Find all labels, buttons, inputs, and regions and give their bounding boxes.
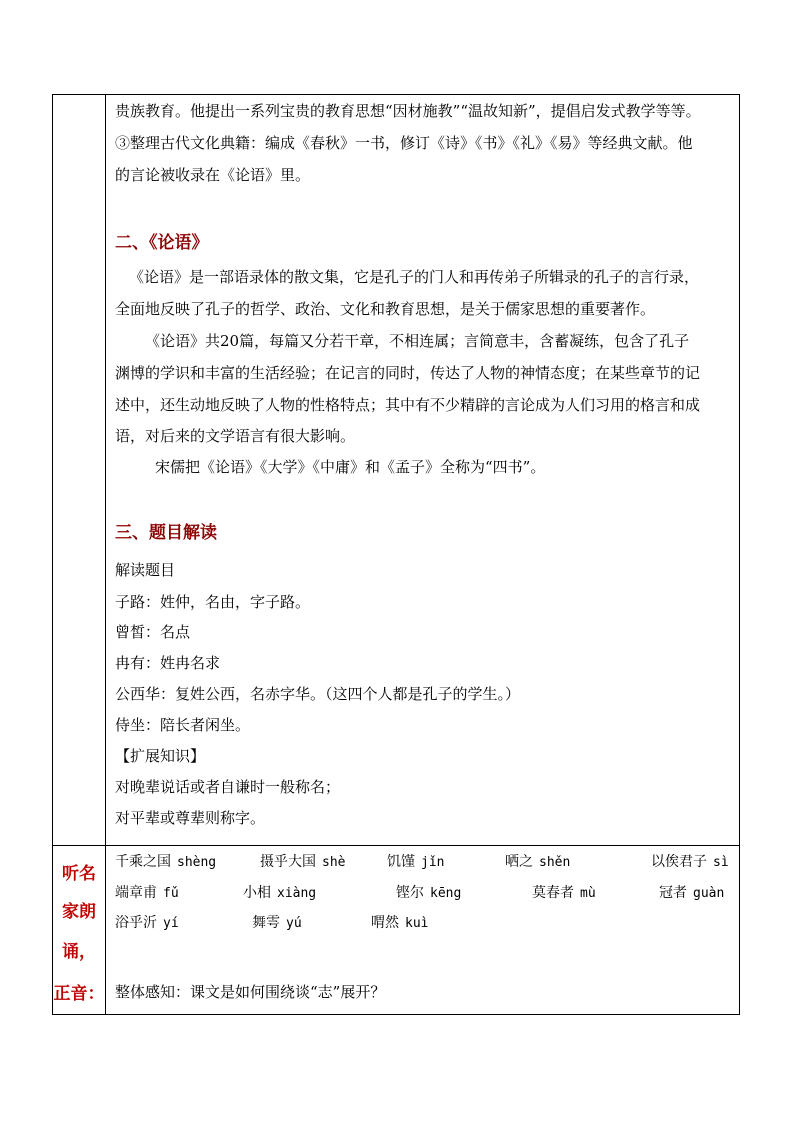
section2-line-3: 《论语》共20篇，每篇又分若干章，不相连属；言简意丰，含蓄凝练，包含了孔子	[145, 332, 690, 350]
pinyin-item: 摄乎大国 shè	[260, 854, 346, 870]
body-line-3: 的言论被收录在《论语》里。	[115, 166, 311, 184]
pinyin-item: 喟然 kuì	[371, 915, 429, 931]
pinyin-item: 小相 xiàng	[243, 885, 317, 901]
side-label-line: 正音：	[53, 984, 105, 1004]
pinyin-item: 哂之 shěn	[505, 854, 571, 870]
section3-line-5: 公西华：复姓公西，名赤字华。（这四个人都是孔子的学生。）	[115, 685, 521, 703]
pinyin-item: 冠者 guàn	[659, 885, 725, 901]
section2-line-4: 渊博的学识和丰富的生活经验；在记言的同时，传达了人物的神情态度；在某些章节的记	[115, 364, 701, 382]
section-heading-title: 三、题目解读	[115, 523, 217, 543]
pinyin-item: 莫春者 mù	[532, 885, 596, 901]
section-heading-lunyu: 二、《论语》	[115, 233, 209, 253]
body-line-2: ③整理古代文化典籍：编成《春秋》一书，修订《诗》《书》《礼》《易》等经典文献。他	[115, 134, 693, 152]
pinyin-item: 端章甫 fǔ	[115, 885, 179, 901]
pinyin-item: 饥馑 jǐn	[387, 854, 445, 870]
pinyin-item: 浴乎沂 yí	[115, 915, 179, 931]
body-line-1: 贵族教育。他提出一系列宝贵的教育思想“因材施教”“温故知新”，提倡启发式教学等等。	[115, 102, 701, 120]
section3-line-8: 对晚辈说话或者自谦时一般称名；	[115, 778, 341, 796]
section3-line-9: 对平辈或尊辈则称字。	[115, 809, 266, 827]
section3-line-4: 冉有：姓冉名求	[115, 654, 221, 672]
pinyin-item: 千乘之国 shèng	[115, 854, 217, 870]
side-label-line: 家朗	[62, 902, 96, 922]
side-label-line: 听名	[62, 864, 96, 884]
section3-line-1: 解读题目	[115, 561, 176, 579]
pinyin-item: 以俟君子 sì	[651, 854, 729, 870]
section2-line-7: 宋儒把《论语》《大学》《中庸》和《孟子》全称为“四书”。	[155, 458, 546, 476]
section2-line-2: 全面地反映了孔子的哲学、政治、文化和教育思想，是关于儒家思想的重要著作。	[115, 300, 656, 318]
side-label-listen	[53, 845, 105, 1014]
section2-line-5: 述中，还生动地反映了人物的性格特点；其中有不少精辟的言论成为人们习用的格言和成	[115, 396, 701, 414]
document-table	[52, 94, 740, 1015]
section3-line-7: 【扩展知识】	[115, 747, 206, 765]
pinyin-item: 舞雩 yú	[252, 915, 302, 931]
summary-question: 整体感知：课文是如何围绕谈“志”展开？	[115, 983, 386, 1001]
side-label-line: 诵，	[62, 942, 96, 962]
row-divider	[53, 845, 739, 846]
section3-line-6: 侍坐：陪长者闲坐。	[115, 716, 251, 734]
section2-line-1: 《论语》是一部语录体的散文集，它是孔子的门人和再传弟子所辑录的孔子的言行录，	[129, 268, 700, 286]
section3-line-2: 子路：姓仲，名由，字子路。	[115, 593, 311, 611]
pinyin-item: 铿尔 kēng	[396, 885, 462, 901]
column-divider	[105, 95, 106, 1014]
section3-line-3: 曾皙：名点	[115, 623, 191, 641]
section2-line-6: 语，对后来的文学语言有很大影响。	[115, 427, 356, 445]
